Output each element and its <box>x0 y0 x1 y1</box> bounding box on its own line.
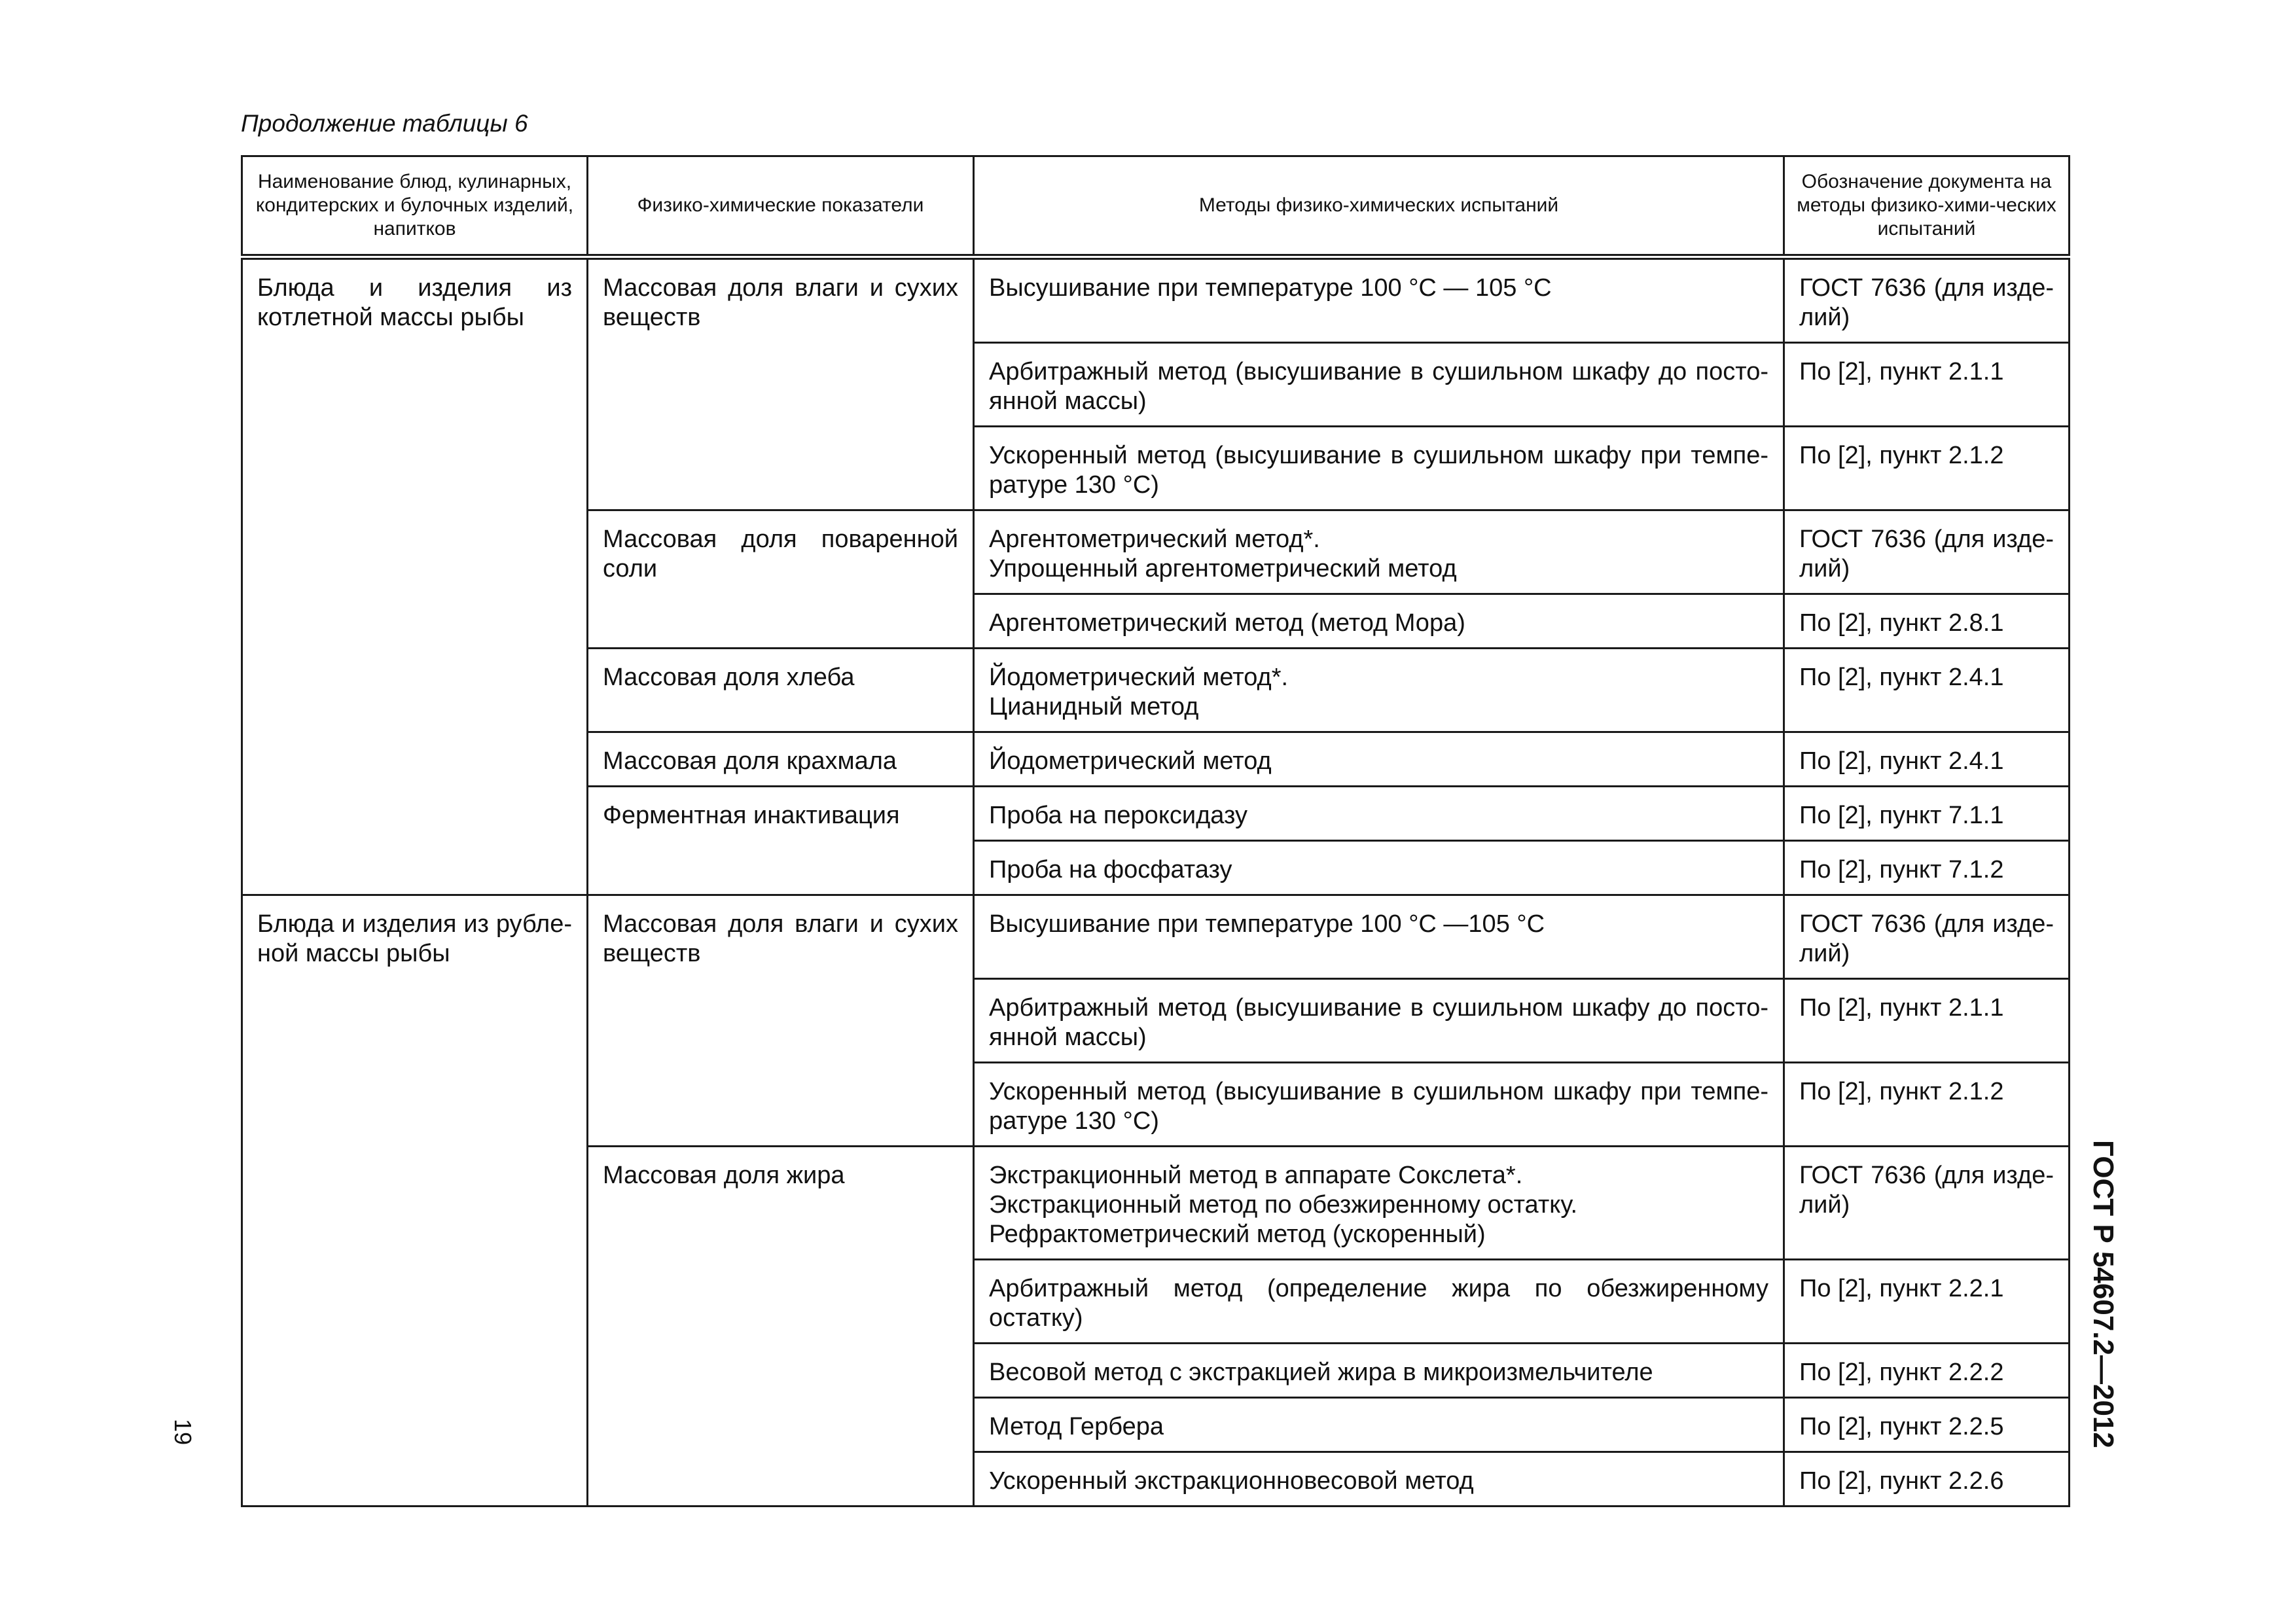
document-cell: По [2], пункт 2.1.1 <box>1784 979 2070 1063</box>
indicator-cell: Массовая доля хлеба <box>588 649 974 732</box>
method-cell: Аргентометрический метод (метод Мора) <box>974 594 1784 649</box>
document-cell: По [2], пункт 2.1.1 <box>1784 343 2070 427</box>
document-cell: По [2], пункт 2.4.1 <box>1784 732 2070 787</box>
dish-name-cell: Блюда и изделия из котлетной массы рыбы <box>242 257 588 895</box>
indicator-cell: Массовая доля влаги и сухих веществ <box>588 895 974 1147</box>
method-cell: Высушивание при температуре 100 °C — 105 °C <box>974 257 1784 343</box>
page-number: 19 <box>170 1419 196 1446</box>
method-cell: Аргентометрический метод*. Упрощенный аргентометрический метод <box>974 510 1784 594</box>
methods-table <box>241 155 2070 1507</box>
document-cell: По [2], пункт 2.2.1 <box>1784 1260 2070 1344</box>
table-row <box>242 895 2070 979</box>
method-cell: Арбитражный метод (высушивание в сушильном шкафу до постоянной массы) <box>974 979 1784 1063</box>
dish-name-cell: Блюда и изделия из рубленой массы рыбы <box>242 895 588 1507</box>
method-cell: Проба на фосфатазу <box>974 841 1784 895</box>
method-cell: Ускоренный экстракционновесовой метод <box>974 1452 1784 1507</box>
indicator-cell: Массовая доля крахмала <box>588 732 974 787</box>
document-cell: По [2], пункт 2.2.5 <box>1784 1398 2070 1452</box>
document-cell: ГОСТ 7636 (для изделий) <box>1784 257 2070 343</box>
standard-code: ГОСТ Р 54607.2—2012 <box>2087 1140 2119 1448</box>
document-cell: По [2], пункт 2.1.2 <box>1784 1063 2070 1147</box>
method-cell: Высушивание при температуре 100 °C —105 °C <box>974 895 1784 979</box>
header-methods: Методы физико-химических испытаний <box>974 156 1784 257</box>
document-cell: По [2], пункт 2.1.2 <box>1784 427 2070 510</box>
method-cell: Арбитражный метод (высушивание в сушильном шкафу до постоянной массы) <box>974 343 1784 427</box>
indicator-cell: Массовая доля влаги и сухих веществ <box>588 257 974 510</box>
document-cell: По [2], пункт 7.1.2 <box>1784 841 2070 895</box>
method-cell: Ускоренный метод (высушивание в сушильном шкафу при температуре 130 °C) <box>974 427 1784 510</box>
table-row <box>242 257 2070 343</box>
method-cell: Йодометрический метод*. Цианидный метод <box>974 649 1784 732</box>
document-cell: По [2], пункт 2.2.6 <box>1784 1452 2070 1507</box>
method-cell: Экстракционный метод в аппарате Сокслета*. Экстракционный метод по обезжиренному остатку. Рефрактометрический метод (ускоренный) <box>974 1147 1784 1260</box>
indicator-cell: Ферментная инактивация <box>588 787 974 895</box>
method-cell: Ускоренный метод (высушивание в сушильном шкафу при температуре 130 °C) <box>974 1063 1784 1147</box>
method-cell: Йодометрический метод <box>974 732 1784 787</box>
document-cell: ГОСТ 7636 (для изделий) <box>1784 1147 2070 1260</box>
document-cell: По [2], пункт 7.1.1 <box>1784 787 2070 841</box>
indicator-cell: Массовая доля поваренной соли <box>588 510 974 649</box>
method-cell: Метод Гербера <box>974 1398 1784 1452</box>
table-caption: Продолжение таблицы 6 <box>241 110 528 137</box>
document-cell: По [2], пункт 2.8.1 <box>1784 594 2070 649</box>
method-cell: Проба на пероксидазу <box>974 787 1784 841</box>
header-dish-name: Наименование блюд, кулинарных, кондитерских и булочных изделий, напитков <box>242 156 588 257</box>
header-indicators: Физико-химические показатели <box>588 156 974 257</box>
method-cell: Весовой метод с экстракцией жира в микроизмельчителе <box>974 1344 1784 1398</box>
document-cell: По [2], пункт 2.2.2 <box>1784 1344 2070 1398</box>
document-cell: ГОСТ 7636 (для изделий) <box>1784 510 2070 594</box>
method-cell: Арбитражный метод (определение жира по обезжиренному остатку) <box>974 1260 1784 1344</box>
document-cell: ГОСТ 7636 (для изделий) <box>1784 895 2070 979</box>
table-body <box>242 257 2070 1507</box>
table-header <box>242 156 2070 257</box>
indicator-cell: Массовая доля жира <box>588 1147 974 1507</box>
document-cell: По [2], пункт 2.4.1 <box>1784 649 2070 732</box>
header-document: Обозначение документа на методы физико-хими-ческих испытаний <box>1784 156 2070 257</box>
